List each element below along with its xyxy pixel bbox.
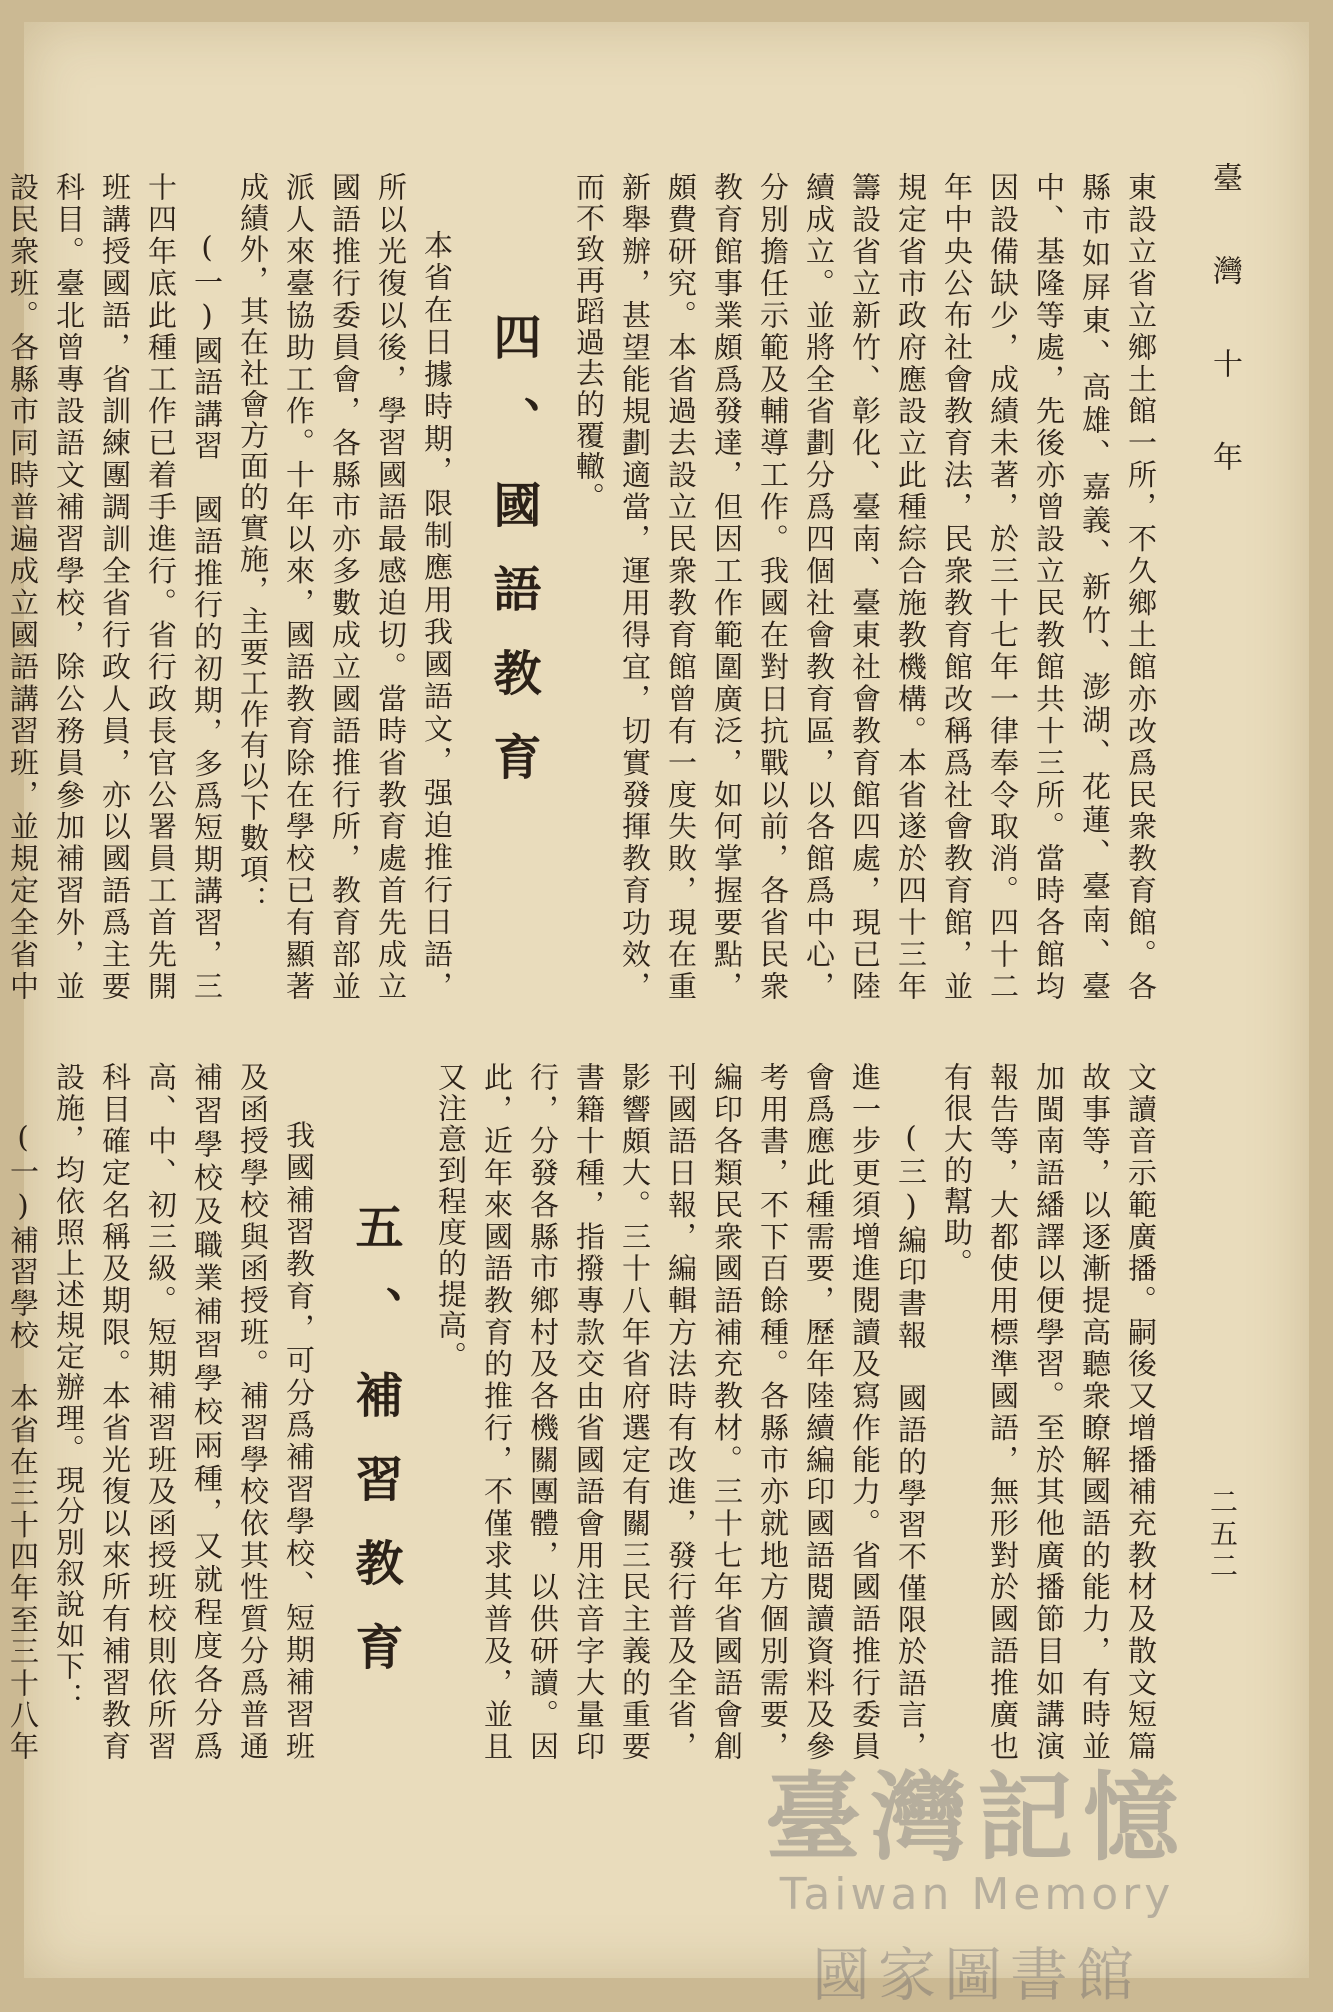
upper-text-block [6, 172, 1164, 1002]
lower-text-block [6, 1062, 1164, 1762]
paragraph: 我國補習教育，可分爲補習學校、短期補習班及函授學校與函授班。補習學校依其性質分爲普通補習學校及職業補習學校兩種，又就程度各分爲高、中、初三級。短期補習班及函授班校則依所習科目確定名稱及期限。本省光復以來所有補習教育設施，均依照上述規定辦理。現分別叙說如下： [52, 1062, 316, 1762]
paragraph: (一)國語講習 國語推行的初期，多爲短期講習，三十四年底此種工作已着手進行。省行政長官公署員工首先開班講授國語，省訓練團調訓全省行政人員，亦以國語爲主要科目。臺北曾專設語文補習學校，除公務員參加補習外，並設民衆班。各縣市同時普遍成立國語講習班，並規定全省中 [6, 172, 224, 1002]
watermark-org: 國家圖書館 [811, 1941, 1142, 2009]
paragraph: 東設立省立鄉土館一所，不久鄉土館亦改爲民衆教育館。各縣市如屏東、高雄、嘉義、新竹、澎湖、花蓮、臺南、臺中、基隆等處，先後亦曾設立民教館共十三所。當時各館均因設備缺少，成績未著，於三十七年一律奉令取消。四十二年中央公布社會教育法，民衆教育館改稱爲社會教育館，並規定省市政府應設立此種綜合施教機構。本省遂於四十三年籌設省立新竹、彰化、臺南、臺東社會教育館四處，現已陸續成立。並將全省劃分爲四個社會教育區，以各館爲中心，分別擔任示範及輔導工作。我國在對日抗戰以前，各省民衆教育館事業頗爲發達，但因工作範圍廣泛，如何掌握要點，頗費研究。本省過去設立民衆教育館曾有一度失敗，現在重新舉辦，甚望能規劃適當，運用得宜，切實發揮教育功效，而不致再蹈過去的覆轍。 [572, 172, 1158, 1002]
paragraph: 本省在日據時期，限制應用我國語文，强迫推行日語，所以光復以後，學習國語最感迫切。當時省教育處首先成立國語推行委員會，各縣市亦多數成立國語推行所，教育部並派人來臺協助工作。十年以來，國語教育除在學校已有顯著成績外，其在社會方面的實施，主要工作有以下數項： [236, 172, 454, 1002]
scanned-page [6, 22, 1309, 2009]
paragraph: 文讀音示範廣播。嗣後又增播補充教材及散文短篇故事等，以逐漸提高聽衆瞭解國語的能力，有時並加閩南語繙譯以便學習。至於其他廣播節目如講演報告等，大都使用標準國語，無形對於國語推廣也有很大的幫助。 [940, 1062, 1158, 1762]
watermark-title: 臺灣記憶 [765, 1762, 1189, 1874]
section-heading: 四、國語教育 [485, 312, 541, 816]
library-watermark [765, 1742, 1189, 2012]
watermark-subtitle: Taiwan Memory [779, 1869, 1175, 1920]
paragraph: (一)補習學校 本省在三十四年至三十八年 [6, 1120, 40, 1762]
running-header: 臺 灣 十 年 [1207, 162, 1242, 485]
section-heading: 五、補習教育 [347, 1202, 403, 1706]
page-number: 二五二 [1206, 1487, 1239, 1583]
paragraph: (三)編印書報 國語的學習不僅限於語言，進一步更須增進閱讀及寫作能力。省國語推行委員會爲應此種需要，歷年陸續編印國語閱讀資料及參考用書，不下百餘種。各縣市亦就地方個別需要，編印各類民衆國語補充教材。三十七年省國語會創刊國語日報，編輯方法時有改進，發行普及全省，影響頗大。三十八年省府選定有關三民主義的重要書籍十種，指撥專款交由省國語會用注音字大量印行，分發各縣市鄉村及各機關團體，以供研讀。因此，近年來國語教育的推行，不僅求其普及，並且又注意到程度的提高。 [434, 1062, 928, 1762]
